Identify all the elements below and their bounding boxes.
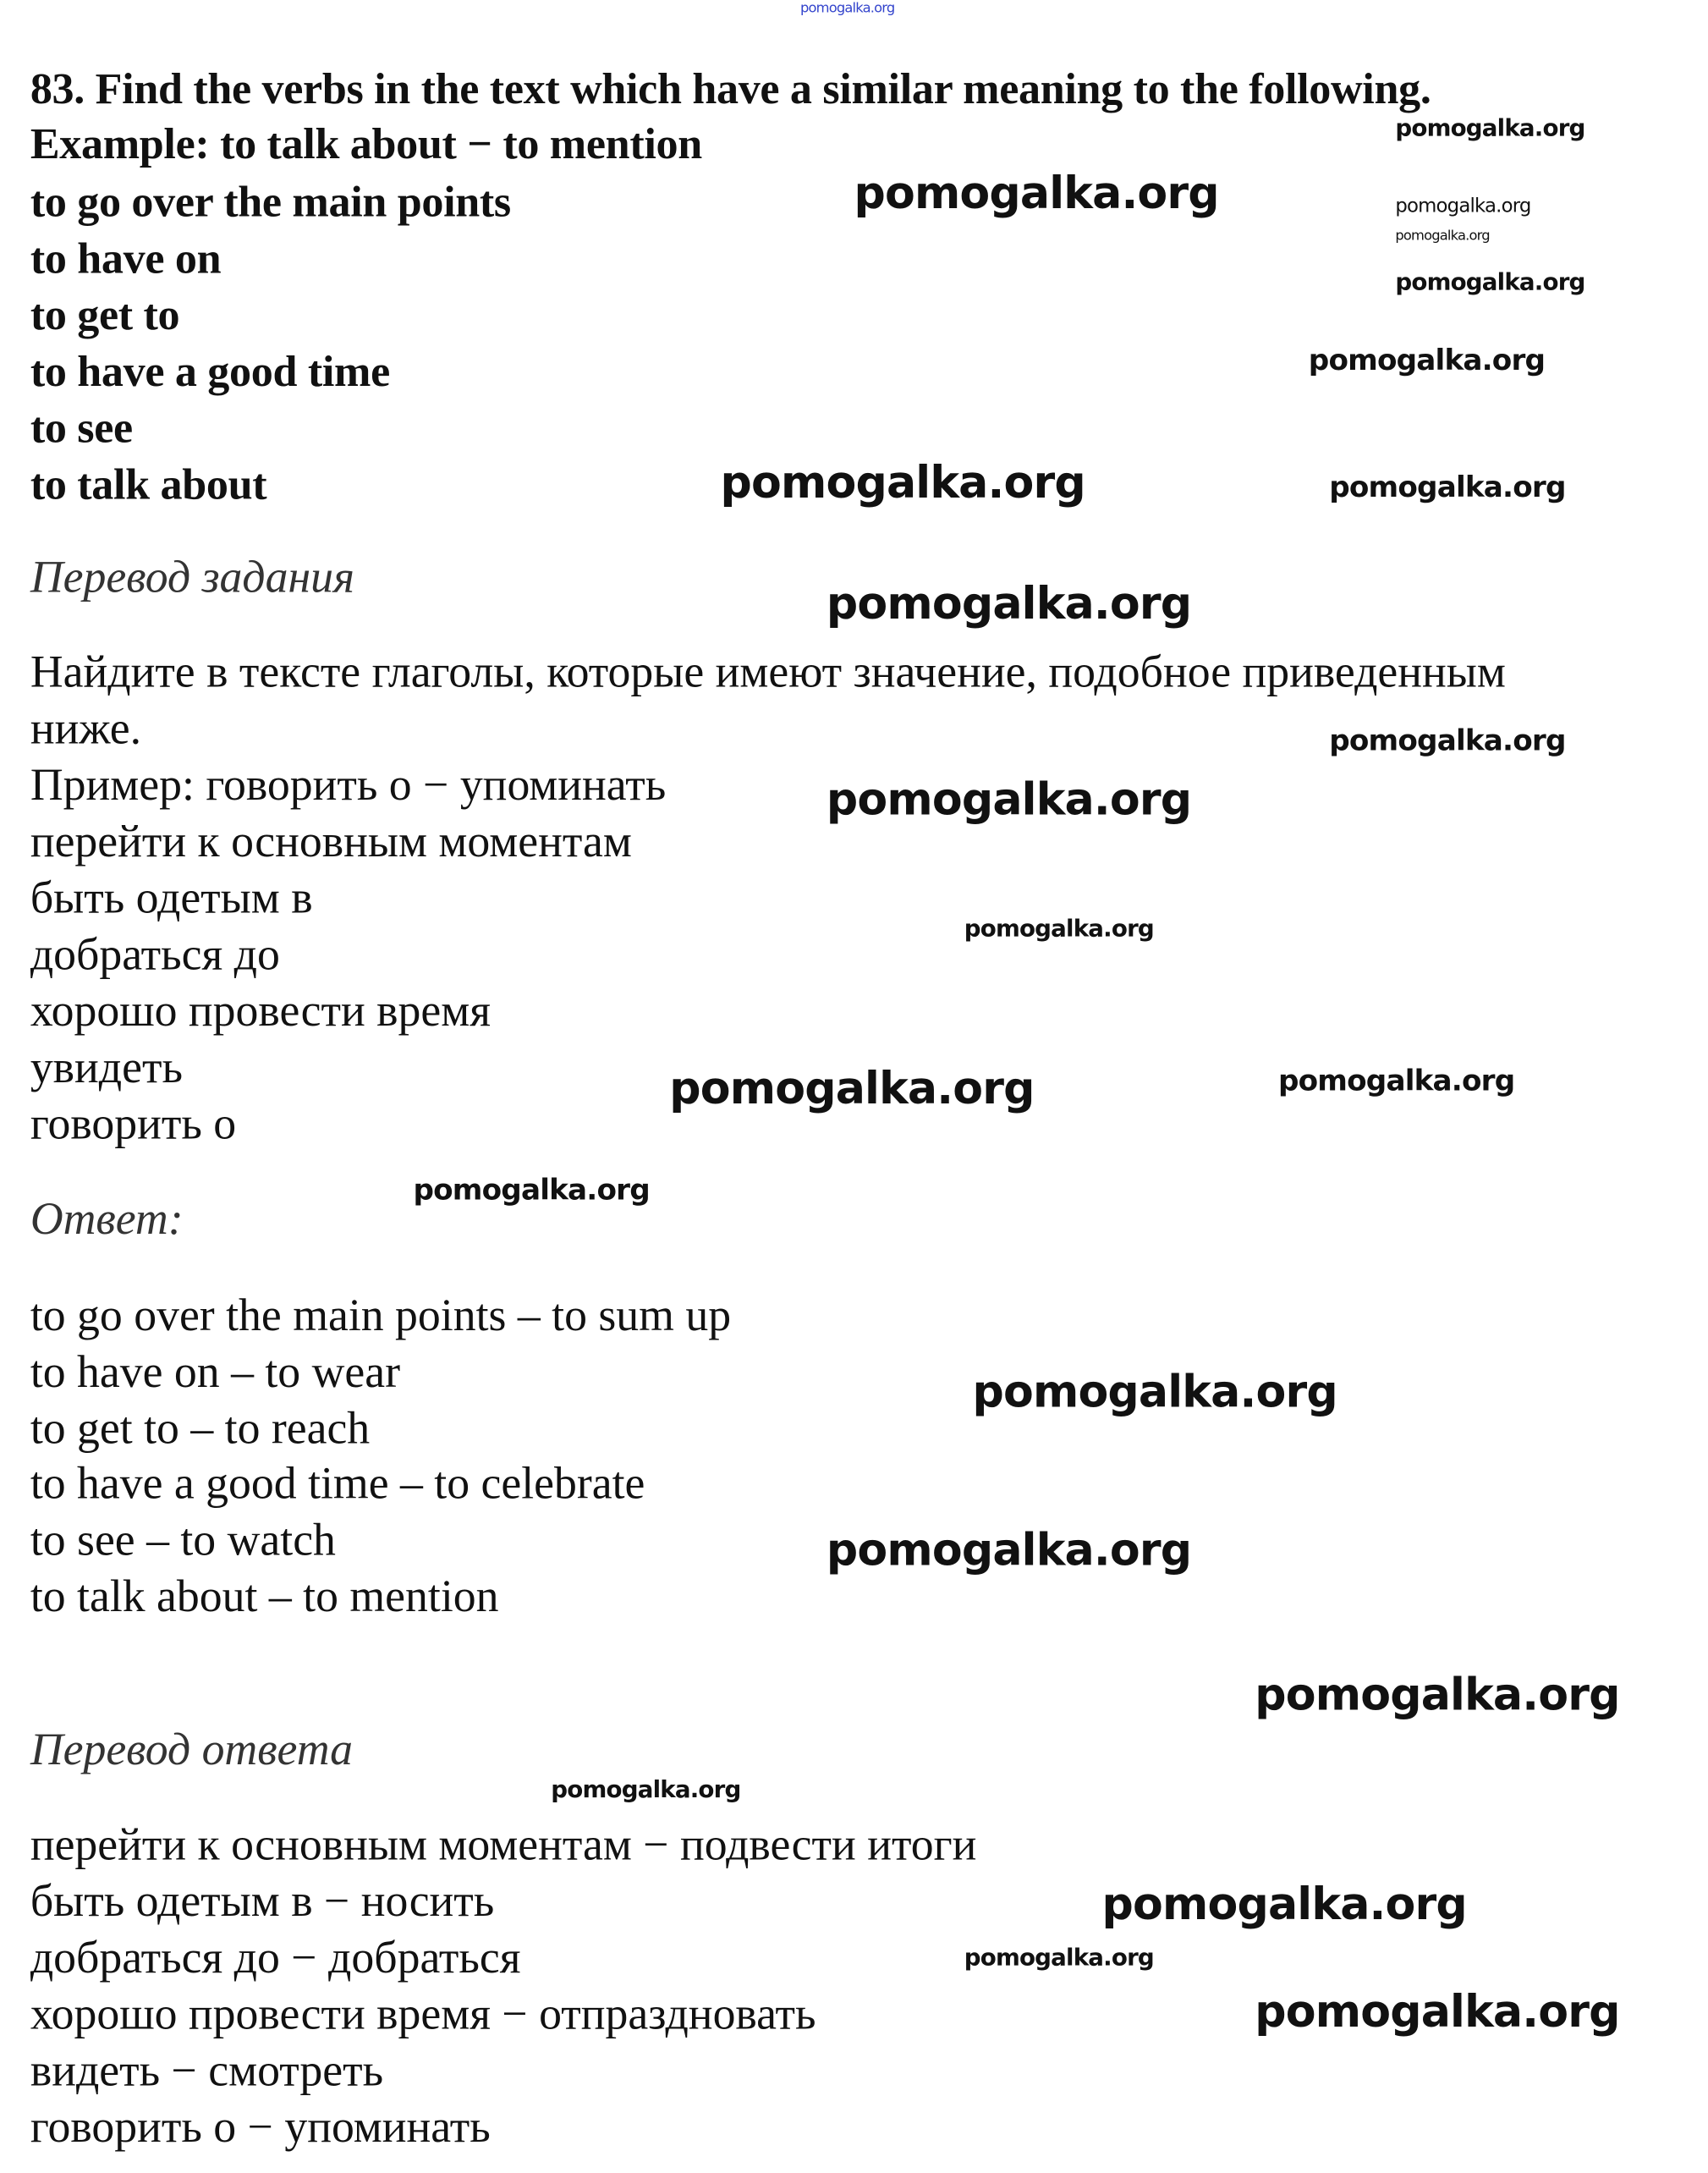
task-example: Example: to talk about − to mention bbox=[30, 118, 702, 168]
task-item: to go over the main points bbox=[30, 176, 511, 227]
translation-line: ниже. bbox=[30, 704, 142, 755]
answer-translation-line: хорошо провести время − отпраздновать bbox=[30, 1989, 816, 2040]
watermark: pomogalka.org bbox=[1329, 723, 1566, 757]
answer-translation-line: говорить о − упоминать bbox=[30, 2103, 491, 2154]
answer-translation-line: видеть − смотреть bbox=[30, 2046, 384, 2097]
watermark: pomogalka.org bbox=[854, 167, 1219, 219]
answer-line: to have a good time – to celebrate bbox=[30, 1460, 645, 1510]
answer-line: to get to – to reach bbox=[30, 1404, 371, 1455]
translation-line: Найдите в тексте глаголы, которые имеют значение, подобное приведенным bbox=[30, 648, 1506, 698]
translation-line: увидеть bbox=[30, 1043, 183, 1093]
answer-translation-title: Перевод ответа bbox=[30, 1725, 354, 1775]
task-item: to talk about bbox=[30, 459, 267, 509]
answer-line: to go over the main points – to sum up bbox=[30, 1291, 732, 1342]
translation-line: быть одетым в bbox=[30, 874, 313, 924]
watermark: pomogalka.org bbox=[1277, 1064, 1515, 1098]
watermark: pomogalka.org bbox=[1255, 1668, 1620, 1721]
translation-line: говорить о bbox=[30, 1100, 237, 1150]
watermark: pomogalka.org bbox=[972, 1365, 1337, 1418]
watermark: pomogalka.org bbox=[1395, 228, 1490, 245]
translation-line: перейти к основным моментам bbox=[30, 817, 632, 867]
watermark: pomogalka.org bbox=[551, 1776, 741, 1805]
answer-line: to talk about – to mention bbox=[30, 1572, 499, 1623]
answer-line: to see – to watch bbox=[30, 1516, 336, 1566]
watermark: pomogalka.org bbox=[1101, 1878, 1467, 1931]
task-item: to see bbox=[30, 402, 133, 453]
watermark: pomogalka.org bbox=[826, 1523, 1192, 1576]
translation-line: Пример: говорить о − упоминать bbox=[30, 761, 667, 811]
answer-translation-line: быть одетым в − носить bbox=[30, 1877, 495, 1928]
watermark: pomogalka.org bbox=[413, 1173, 650, 1207]
watermark: pomogalka.org bbox=[964, 915, 1154, 943]
watermark: pomogalka.org bbox=[1395, 114, 1585, 143]
watermark: pomogalka.org bbox=[964, 1945, 1154, 1972]
task-item: to have a good time bbox=[30, 345, 390, 396]
watermark: pomogalka.org bbox=[826, 577, 1192, 630]
task-item: to have on bbox=[30, 233, 222, 283]
watermark: pomogalka.org bbox=[1329, 470, 1566, 504]
watermark: pomogalka.org bbox=[720, 455, 1085, 509]
answer-translation-line: добраться до − добраться bbox=[30, 1934, 521, 1983]
answer-title: Ответ: bbox=[30, 1195, 184, 1246]
task-heading: 83. Find the verbs in the text which have a similar meaning to the following. bbox=[30, 63, 1431, 113]
answer-translation-line: перейти к основным моментам − подвести итоги bbox=[30, 1820, 977, 1871]
watermark: pomogalka.org bbox=[1395, 269, 1585, 297]
translation-line: добраться до bbox=[30, 930, 280, 981]
watermark: pomogalka.org bbox=[1255, 1985, 1620, 2038]
task-translation-title: Перевод задания bbox=[30, 553, 354, 603]
watermark: pomogalka.org bbox=[1395, 195, 1531, 218]
translation-line: хорошо провести время bbox=[30, 987, 491, 1037]
watermark: pomogalka.org bbox=[669, 1062, 1035, 1115]
top-watermark-link[interactable]: pomogalka.org bbox=[799, 1, 895, 17]
answer-line: to have on – to wear bbox=[30, 1348, 400, 1398]
watermark: pomogalka.org bbox=[1308, 344, 1546, 377]
watermark: pomogalka.org bbox=[826, 773, 1192, 826]
task-item: to get to bbox=[30, 289, 180, 339]
